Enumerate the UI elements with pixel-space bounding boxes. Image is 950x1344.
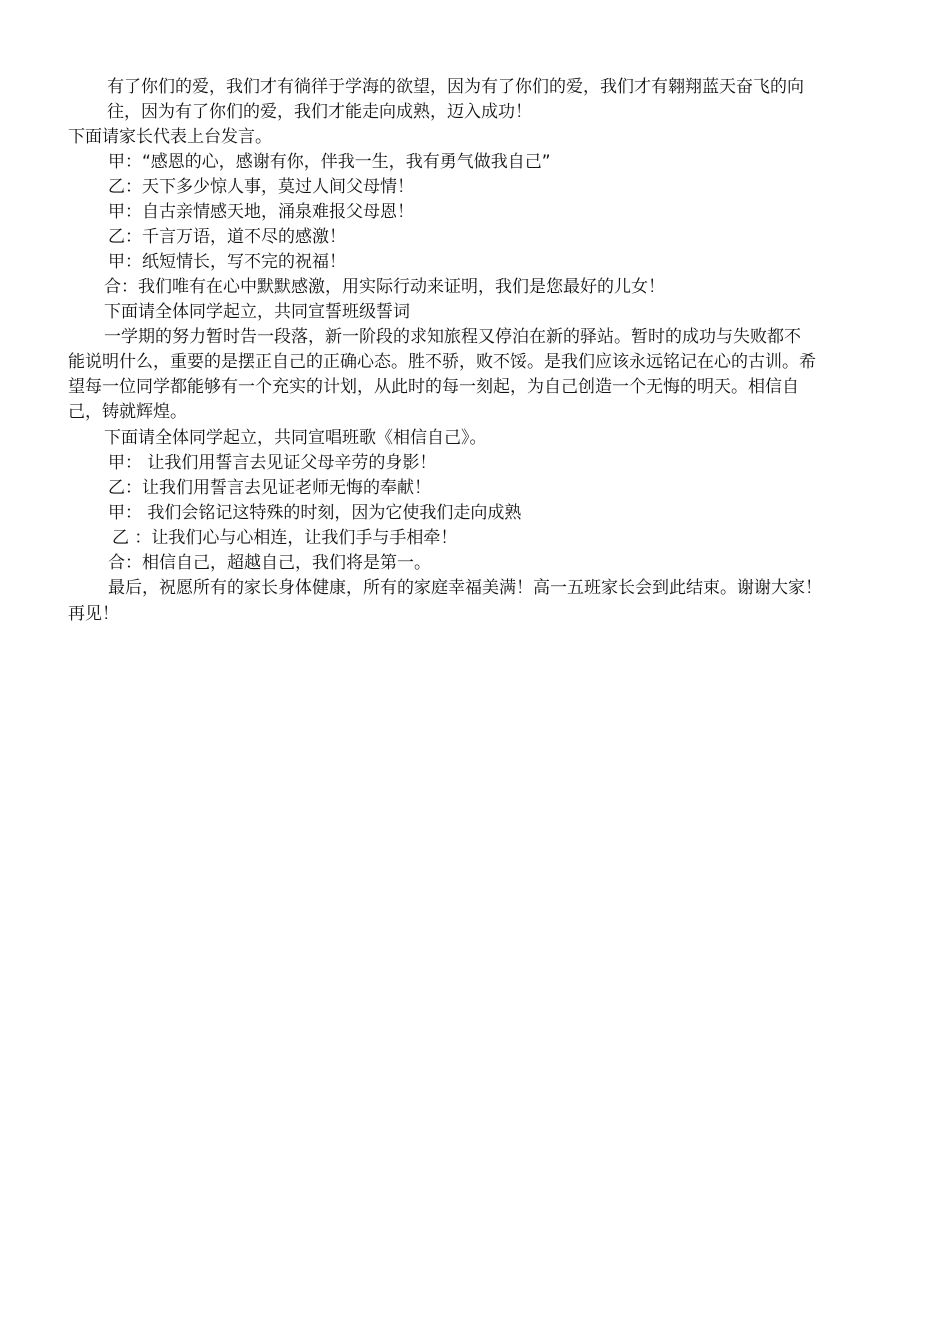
paragraph-line: 甲：纸短情长，写不完的祝福！ — [108, 252, 346, 272]
paragraph-line: 乙 ：让我们心与心相连，让我们手与手相牵！ — [112, 528, 458, 548]
paragraph-line: 有了你们的爱，我们才有徜徉于学海的欲望，因为有了你们的爱，我们才有翱翔蓝天奋飞的向 — [107, 77, 804, 97]
paragraph-line: 下面请全体同学起立，共同宣誓班级誓词 — [104, 302, 410, 322]
paragraph-line: 下面请全体同学起立，共同宣唱班歌《相信自己》。 — [104, 428, 487, 448]
paragraph-line: 往，因为有了你们的爱，我们才能走向成熟，迈入成功！ — [107, 102, 532, 122]
paragraph-line: 合：相信自己，超越自己，我们将是第一。 — [108, 553, 431, 573]
paragraph-line: 乙：让我们用誓言去见证老师无悔的奉献！ — [108, 478, 431, 498]
paragraph-line: 甲： 让我们用誓言去见证父母辛劳的身影！ — [108, 453, 437, 473]
paragraph-line: 乙：千言万语，道不尽的感激！ — [108, 227, 346, 247]
paragraph-line: 下面请家长代表上台发言。 — [68, 127, 272, 147]
paragraph-line: 再见！ — [68, 604, 119, 624]
paragraph-line: 甲： 我们会铭记这特殊的时刻，因为它使我们走向成熟 — [108, 503, 522, 523]
paragraph-line: 合：我们唯有在心中默默感激，用实际行动来证明，我们是您最好的儿女！ — [104, 277, 665, 297]
paragraph-line: 能说明什么，重要的是摆正自己的正确心态。胜不骄，败不馁。是我们应该永远铭记在心的古训。希 — [68, 352, 816, 372]
paragraph-line: 己，铸就辉煌。 — [68, 402, 187, 422]
paragraph-line: 甲：“感恩的心，感谢有你，伴我一生，我有勇气做我自己” — [108, 152, 551, 172]
paragraph-line: 望每一位同学都能够有一个充实的计划，从此时的每一刻起，为自己创造一个无悔的明天。相信自 — [68, 377, 799, 397]
paragraph-line: 乙：天下多少惊人事，莫过人间父母情！ — [108, 177, 414, 197]
paragraph-line: 一学期的努力暂时告一段落，新一阶段的求知旅程又停泊在新的驿站。暂时的成功与失败都不 — [104, 327, 801, 347]
paragraph-line: 最后，祝愿所有的家长身体健康，所有的家庭幸福美满！高一五班家长会到此结束。谢谢大家！ — [108, 578, 822, 598]
paragraph-line: 甲：自古亲情感天地，涌泉难报父母恩！ — [108, 202, 414, 222]
